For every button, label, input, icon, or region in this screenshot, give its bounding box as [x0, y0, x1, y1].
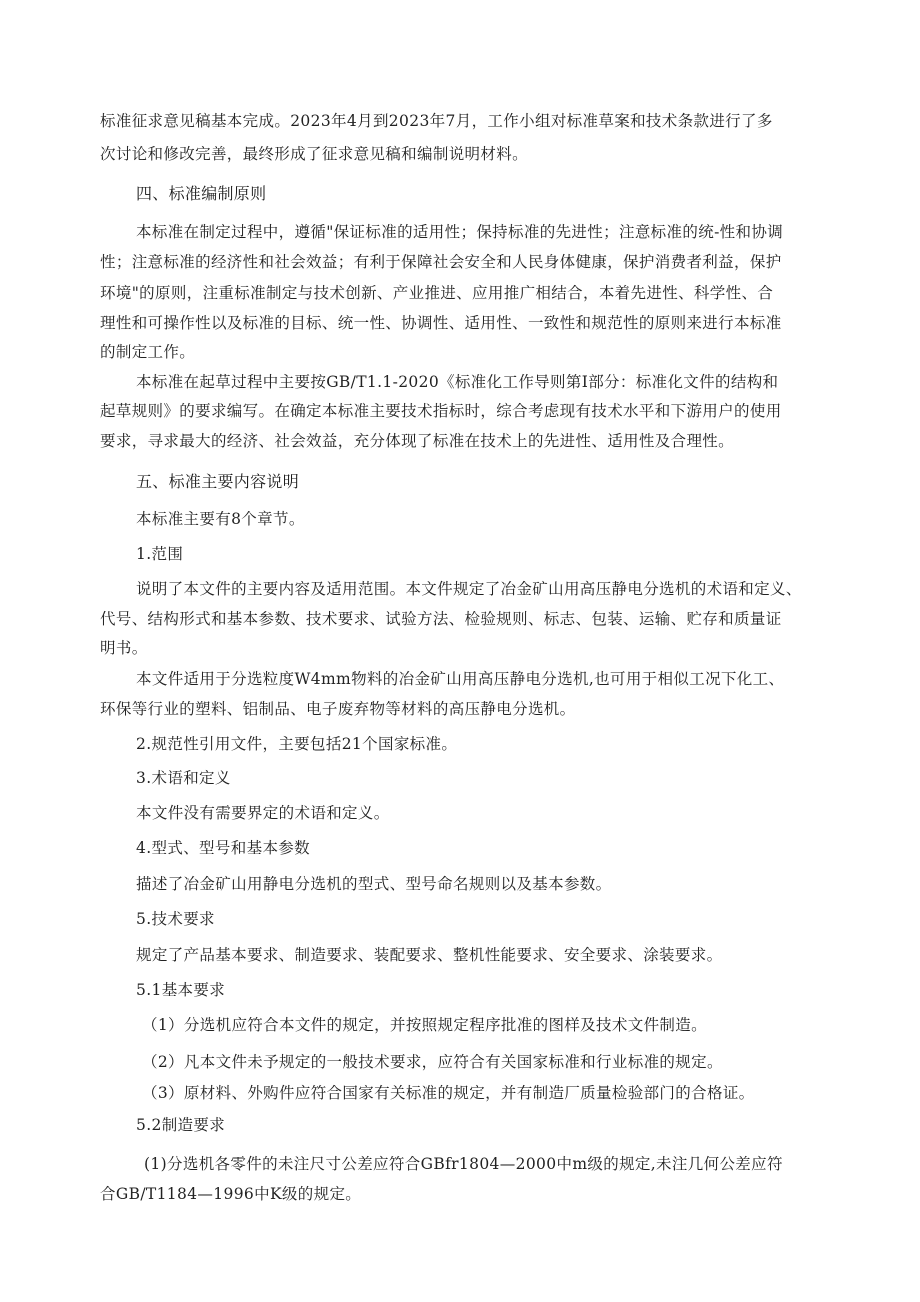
paragraph-line: 规定了产品基本要求、制造要求、装配要求、整机性能要求、安全要求、涂装要求。	[136, 946, 723, 964]
list-item: （2）凡本文件未予规定的一般技术要求，应符合有关国家标准和行业标准的规定。	[142, 1053, 723, 1071]
paragraph-line: 描述了冶金矿山用静电分选机的型式、型号命名规则以及基本参数。	[136, 875, 612, 893]
paragraph-line: 环保等行业的塑料、铝制品、电子废弃物等材料的高压静电分选机。	[100, 700, 576, 718]
list-item: （1）分选机应符合本文件的规定，并按照规定程序批准的图样及技术文件制造。	[142, 1016, 707, 1034]
subsection-title: 3.术语和定义	[136, 769, 231, 787]
list-item: （3）原材料、外购件应符合国家有关标准的规定，并有制造厂质量检验部门的合格证。	[142, 1084, 755, 1102]
paragraph-line: 的制定工作。	[100, 343, 196, 361]
paragraph-line: 本标准在起草过程中主要按GB/T1.1-2020《标准化工作导则第I部分：标准化文件的结构和	[136, 373, 779, 391]
paragraph-line: 明书。	[100, 639, 148, 657]
subsection-title: 4.型式、型号和基本参数	[136, 839, 310, 857]
paragraph-line: 说明了本文件的主要内容及适用范围。本文件规定了冶金矿山用高压静电分选机的术语和定义、	[136, 580, 802, 598]
paragraph-line: 起草规则》的要求编写。在确定本标准主要技术指标时，综合考虑现有技术水平和下游用户的使用	[100, 402, 782, 420]
paragraph-line: 本文件适用于分选粒度W4mm物料的冶金矿山用高压静电分选机,也可用于相似工况下化工、	[136, 670, 785, 688]
section-heading: 四、标准编制原则	[136, 184, 267, 203]
paragraph-line: 标准征求意见稿基本完成。2023年4月到2023年7月，工作小组对标准草案和技术条款进行了多	[100, 112, 773, 130]
paragraph-line: 本标准在制定过程中，遵循"保证标准的适用性；保持标准的先进性；注意标准的统-性和协调	[136, 223, 784, 241]
subsection-title: 2.规范性引用文件，主要包括21个国家标准。	[136, 735, 458, 753]
paragraph-line: 本标准主要有8个章节。	[136, 510, 305, 528]
paragraph-line: 合GB/T1184—1996中K级的规定。	[100, 1185, 362, 1203]
list-item: (1)分选机各零件的未注尺寸公差应符合GBfr1804—2000中m级的规定,未注几何公差应符	[144, 1155, 783, 1173]
section-heading: 五、标准主要内容说明	[136, 472, 300, 491]
paragraph-line: 理性和可操作性以及标准的目标、统一性、协调性、适用性、一致性和规范性的原则来进行本标准	[100, 314, 782, 332]
paragraph-line: 性；注意标准的经济性和社会效益；有利于保障社会安全和人民身体健康，保护消费者利益，保护	[100, 253, 782, 271]
subsection-title: 5.技术要求	[136, 910, 215, 928]
paragraph-line: 本文件没有需要界定的术语和定义。	[136, 804, 390, 822]
paragraph-line: 代号、结构形式和基本参数、技术要求、试验方法、检验规则、标志、包装、运输、贮存和质量证	[100, 610, 782, 628]
subsection-title: 5.1基本要求	[136, 981, 226, 999]
paragraph-line: 要求，寻求最大的经济、社会效益，充分体现了标准在技术上的先进性、适用性及合理性。	[100, 432, 735, 450]
paragraph-line: 环境"的原则，注重标准制定与技术创新、产业推进、应用推广相结合，本着先进性、科学性、合	[100, 284, 774, 302]
subsection-title: 1.范围	[136, 545, 184, 563]
subsection-title: 5.2制造要求	[136, 1116, 226, 1134]
paragraph-line: 次讨论和修改完善，最终形成了征求意见稿和编制说明材料。	[100, 145, 528, 163]
